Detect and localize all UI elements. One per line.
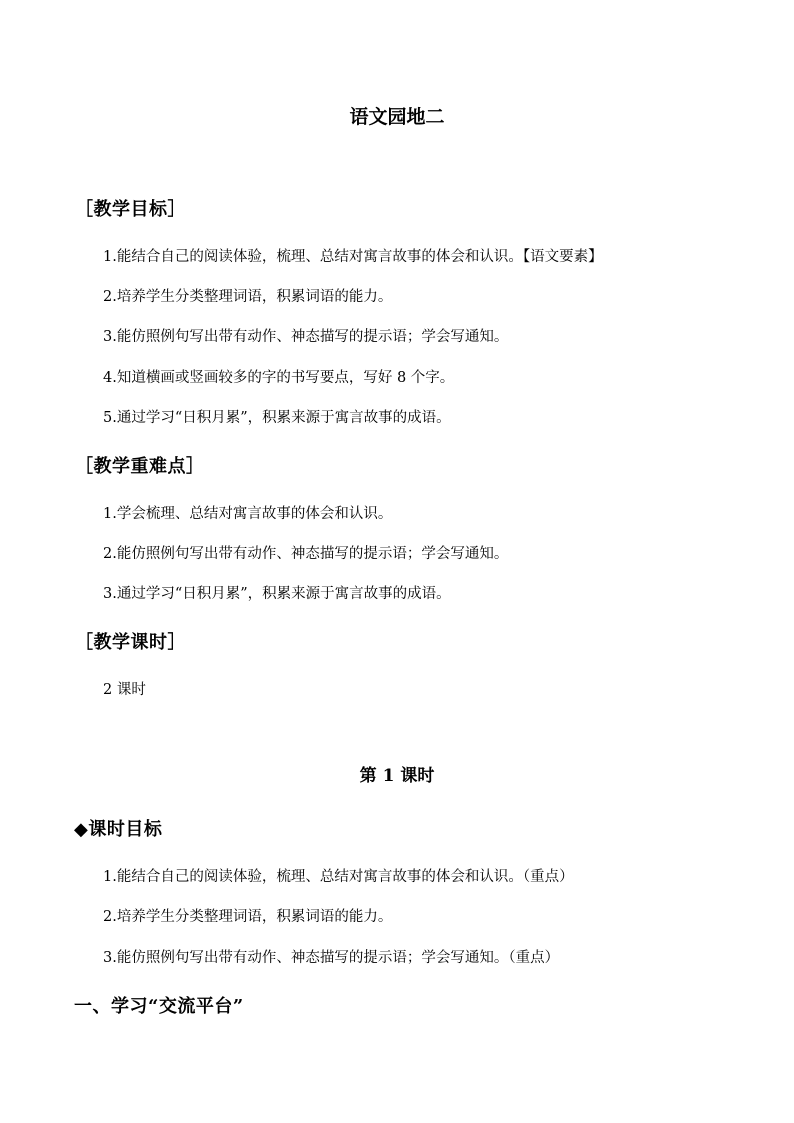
- section-heading: 一、学习“交流平台”: [74, 996, 244, 1017]
- objective-item: 2.培养学生分类整理词语，积累词语的能力。: [103, 289, 393, 305]
- lesson-title: 第 1 课时: [359, 766, 435, 786]
- key-point-item: 2.能仿照例句写出带有动作、神态描写的提示语；学会写通知。: [103, 546, 509, 562]
- objective-item: 5.通过学习“日积月累”，积累来源于寓言故事的成语。: [103, 410, 451, 426]
- objectives-heading: ［教学目标］: [75, 199, 186, 220]
- key-point-item: 1.学会梳理、总结对寓言故事的体会和认识。: [103, 506, 393, 522]
- objective-item: 1.能结合自己的阅读体验，梳理、总结对寓言故事的体会和认识。【语文要素】: [103, 249, 603, 265]
- hours-heading: ［教学课时］: [75, 632, 186, 653]
- key-point-item: 3.通过学习“日积月累”，积累来源于寓言故事的成语。: [103, 586, 451, 602]
- lesson-goal-item: 2.培养学生分类整理词语，积累词语的能力。: [103, 909, 393, 925]
- objective-item: 4.知道横画或竖画较多的字的书写要点，写好 8 个字。: [103, 370, 455, 386]
- hours-value: 2 课时: [103, 682, 146, 698]
- key-points-heading: ［教学重难点］: [75, 456, 205, 477]
- lesson-goal-item: 3.能仿照例句写出带有动作、神态描写的提示语；学会写通知。（重点）: [103, 950, 560, 966]
- objective-item: 3.能仿照例句写出带有动作、神态描写的提示语；学会写通知。: [103, 329, 509, 345]
- lesson-goals-heading: ◆课时目标: [74, 819, 163, 840]
- document-title: 语文园地二: [349, 106, 445, 128]
- lesson-goal-item: 1.能结合自己的阅读体验，梳理、总结对寓言故事的体会和认识。（重点）: [103, 869, 574, 885]
